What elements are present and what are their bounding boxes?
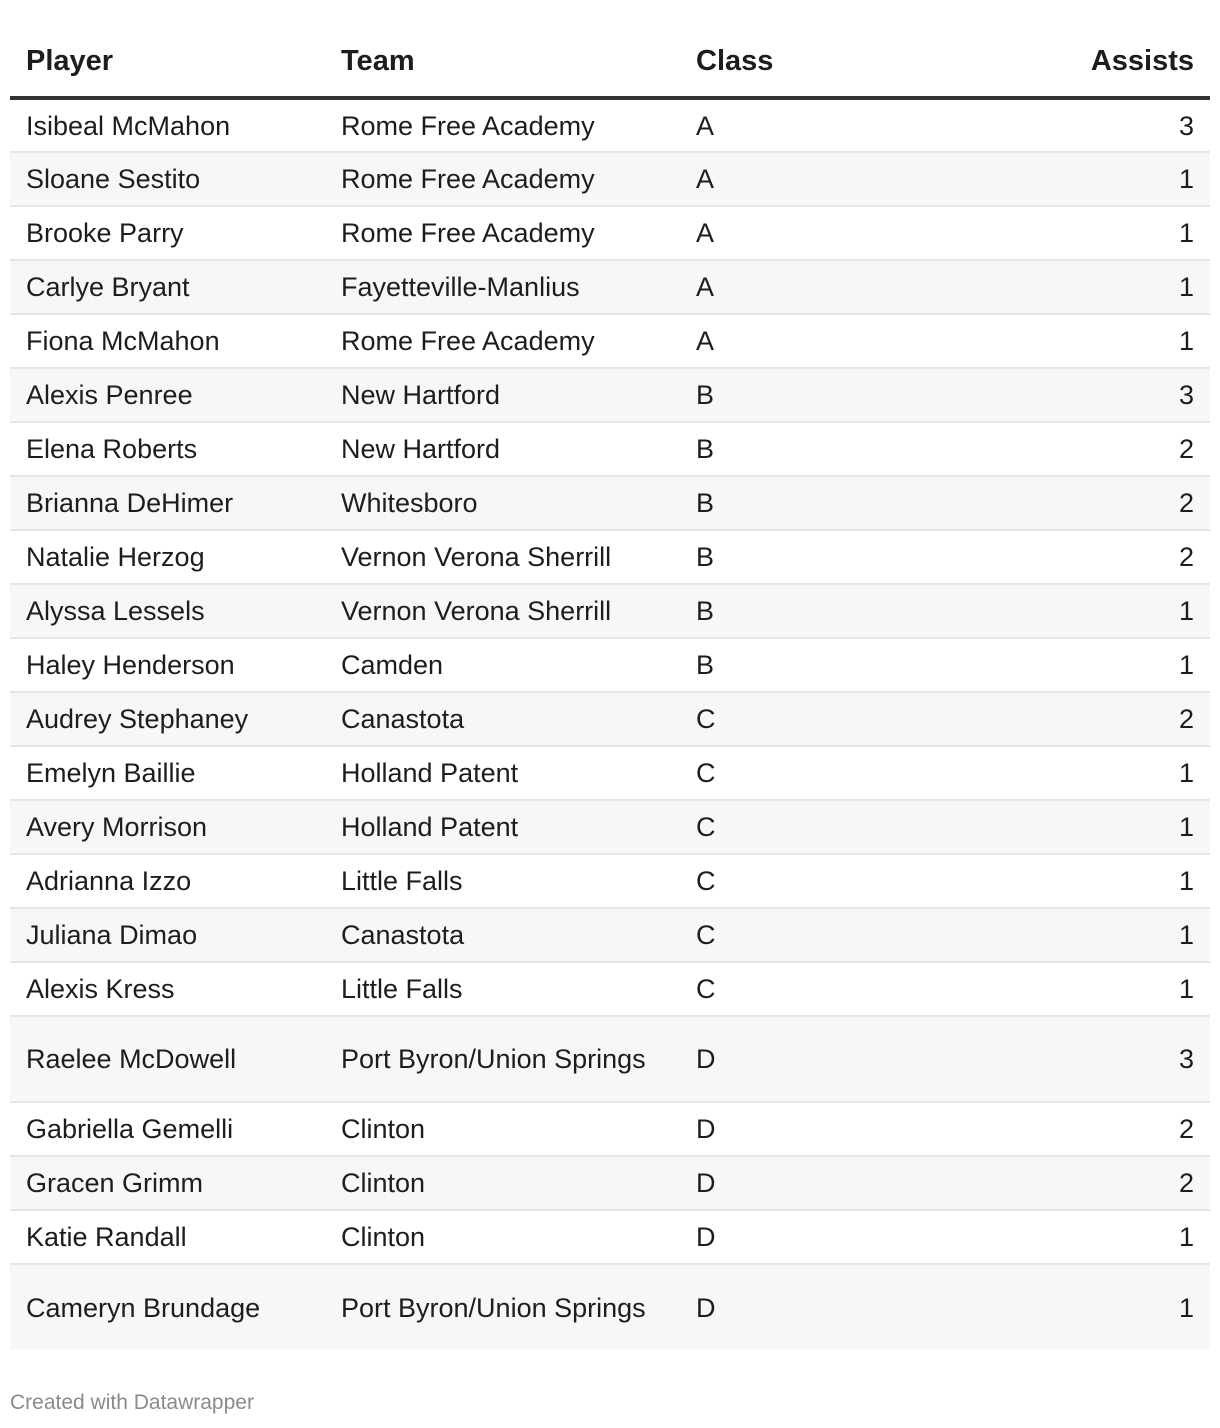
cell-assists: 1 [980, 962, 1210, 1016]
cell-assists: 3 [980, 368, 1210, 422]
cell-team: Whitesboro [325, 476, 680, 530]
cell-assists: 2 [980, 422, 1210, 476]
cell-class: C [680, 746, 980, 800]
table-row [10, 1210, 1210, 1264]
cell-team: Rome Free Academy [325, 152, 680, 206]
cell-team: Port Byron/Union Springs [325, 1264, 680, 1350]
cell-team: Vernon Verona Sherrill [325, 530, 680, 584]
assists-table-container [10, 26, 1210, 1350]
cell-player: Haley Henderson [10, 638, 325, 692]
cell-assists: 1 [980, 854, 1210, 908]
cell-class: C [680, 854, 980, 908]
table-row [10, 1156, 1210, 1210]
table-row [10, 260, 1210, 314]
cell-class: D [680, 1102, 980, 1156]
cell-team: Holland Patent [325, 746, 680, 800]
table-row [10, 584, 1210, 638]
cell-class: B [680, 530, 980, 584]
table-header [10, 26, 1210, 98]
cell-class: C [680, 962, 980, 1016]
cell-class: C [680, 692, 980, 746]
cell-team: Holland Patent [325, 800, 680, 854]
table-row [10, 1016, 1210, 1102]
table-row [10, 98, 1210, 152]
table-row [10, 422, 1210, 476]
cell-assists: 3 [980, 1016, 1210, 1102]
cell-player: Elena Roberts [10, 422, 325, 476]
table-row [10, 1264, 1210, 1350]
column-header-class[interactable]: Class [680, 26, 980, 98]
cell-assists: 2 [980, 1102, 1210, 1156]
cell-player: Cameryn Brundage [10, 1264, 325, 1350]
cell-player: Juliana Dimao [10, 908, 325, 962]
cell-team: Port Byron/Union Springs [325, 1016, 680, 1102]
cell-class: B [680, 422, 980, 476]
cell-class: A [680, 314, 980, 368]
datawrapper-credit: Created with Datawrapper [10, 1391, 254, 1414]
table-body [10, 98, 1210, 1350]
cell-team: Canastota [325, 692, 680, 746]
table-row [10, 368, 1210, 422]
cell-assists: 1 [980, 314, 1210, 368]
table-row [10, 692, 1210, 746]
cell-player: Gracen Grimm [10, 1156, 325, 1210]
table-row [10, 638, 1210, 692]
cell-player: Brooke Parry [10, 206, 325, 260]
cell-player: Gabriella Gemelli [10, 1102, 325, 1156]
cell-player: Natalie Herzog [10, 530, 325, 584]
cell-class: B [680, 368, 980, 422]
cell-player: Audrey Stephaney [10, 692, 325, 746]
cell-player: Alyssa Lessels [10, 584, 325, 638]
cell-class: C [680, 908, 980, 962]
cell-assists: 1 [980, 1264, 1210, 1350]
cell-class: A [680, 152, 980, 206]
cell-player: Raelee McDowell [10, 1016, 325, 1102]
table-row [10, 314, 1210, 368]
cell-team: Little Falls [325, 962, 680, 1016]
cell-class: D [680, 1016, 980, 1102]
cell-player: Brianna DeHimer [10, 476, 325, 530]
table-row [10, 476, 1210, 530]
cell-team: Canastota [325, 908, 680, 962]
cell-player: Isibeal McMahon [10, 98, 325, 152]
cell-assists: 2 [980, 692, 1210, 746]
table-row [10, 152, 1210, 206]
column-header-player[interactable]: Player [10, 26, 325, 98]
table-row [10, 962, 1210, 1016]
cell-player: Sloane Sestito [10, 152, 325, 206]
cell-team: Rome Free Academy [325, 206, 680, 260]
cell-player: Adrianna Izzo [10, 854, 325, 908]
cell-team: Clinton [325, 1210, 680, 1264]
cell-assists: 1 [980, 746, 1210, 800]
cell-class: B [680, 638, 980, 692]
cell-assists: 3 [980, 98, 1210, 152]
cell-assists: 1 [980, 260, 1210, 314]
cell-assists: 1 [980, 908, 1210, 962]
cell-class: D [680, 1210, 980, 1264]
cell-team: Fayetteville-Manlius [325, 260, 680, 314]
column-header-assists[interactable]: Assists [980, 26, 1210, 98]
cell-player: Alexis Penree [10, 368, 325, 422]
cell-class: A [680, 260, 980, 314]
cell-team: Vernon Verona Sherrill [325, 584, 680, 638]
table-row [10, 854, 1210, 908]
cell-assists: 1 [980, 1210, 1210, 1264]
cell-team: Rome Free Academy [325, 314, 680, 368]
cell-assists: 2 [980, 476, 1210, 530]
column-header-team[interactable]: Team [325, 26, 680, 98]
cell-class: C [680, 800, 980, 854]
table-row [10, 206, 1210, 260]
cell-team: Camden [325, 638, 680, 692]
cell-player: Fiona McMahon [10, 314, 325, 368]
cell-team: New Hartford [325, 422, 680, 476]
cell-assists: 1 [980, 152, 1210, 206]
header-row [10, 26, 1210, 98]
table-row [10, 1102, 1210, 1156]
table-row [10, 800, 1210, 854]
cell-player: Katie Randall [10, 1210, 325, 1264]
cell-assists: 2 [980, 530, 1210, 584]
cell-assists: 2 [980, 1156, 1210, 1210]
cell-team: Little Falls [325, 854, 680, 908]
table-row [10, 530, 1210, 584]
cell-team: Rome Free Academy [325, 98, 680, 152]
cell-class: B [680, 476, 980, 530]
cell-player: Emelyn Baillie [10, 746, 325, 800]
cell-team: Clinton [325, 1102, 680, 1156]
cell-class: A [680, 206, 980, 260]
cell-team: New Hartford [325, 368, 680, 422]
cell-assists: 1 [980, 584, 1210, 638]
cell-assists: 1 [980, 206, 1210, 260]
cell-team: Clinton [325, 1156, 680, 1210]
cell-player: Avery Morrison [10, 800, 325, 854]
assists-table [10, 26, 1210, 1350]
cell-class: A [680, 98, 980, 152]
cell-assists: 1 [980, 638, 1210, 692]
cell-class: B [680, 584, 980, 638]
cell-player: Alexis Kress [10, 962, 325, 1016]
table-row [10, 908, 1210, 962]
cell-class: D [680, 1264, 980, 1350]
cell-player: Carlye Bryant [10, 260, 325, 314]
table-row [10, 746, 1210, 800]
cell-assists: 1 [980, 800, 1210, 854]
cell-class: D [680, 1156, 980, 1210]
